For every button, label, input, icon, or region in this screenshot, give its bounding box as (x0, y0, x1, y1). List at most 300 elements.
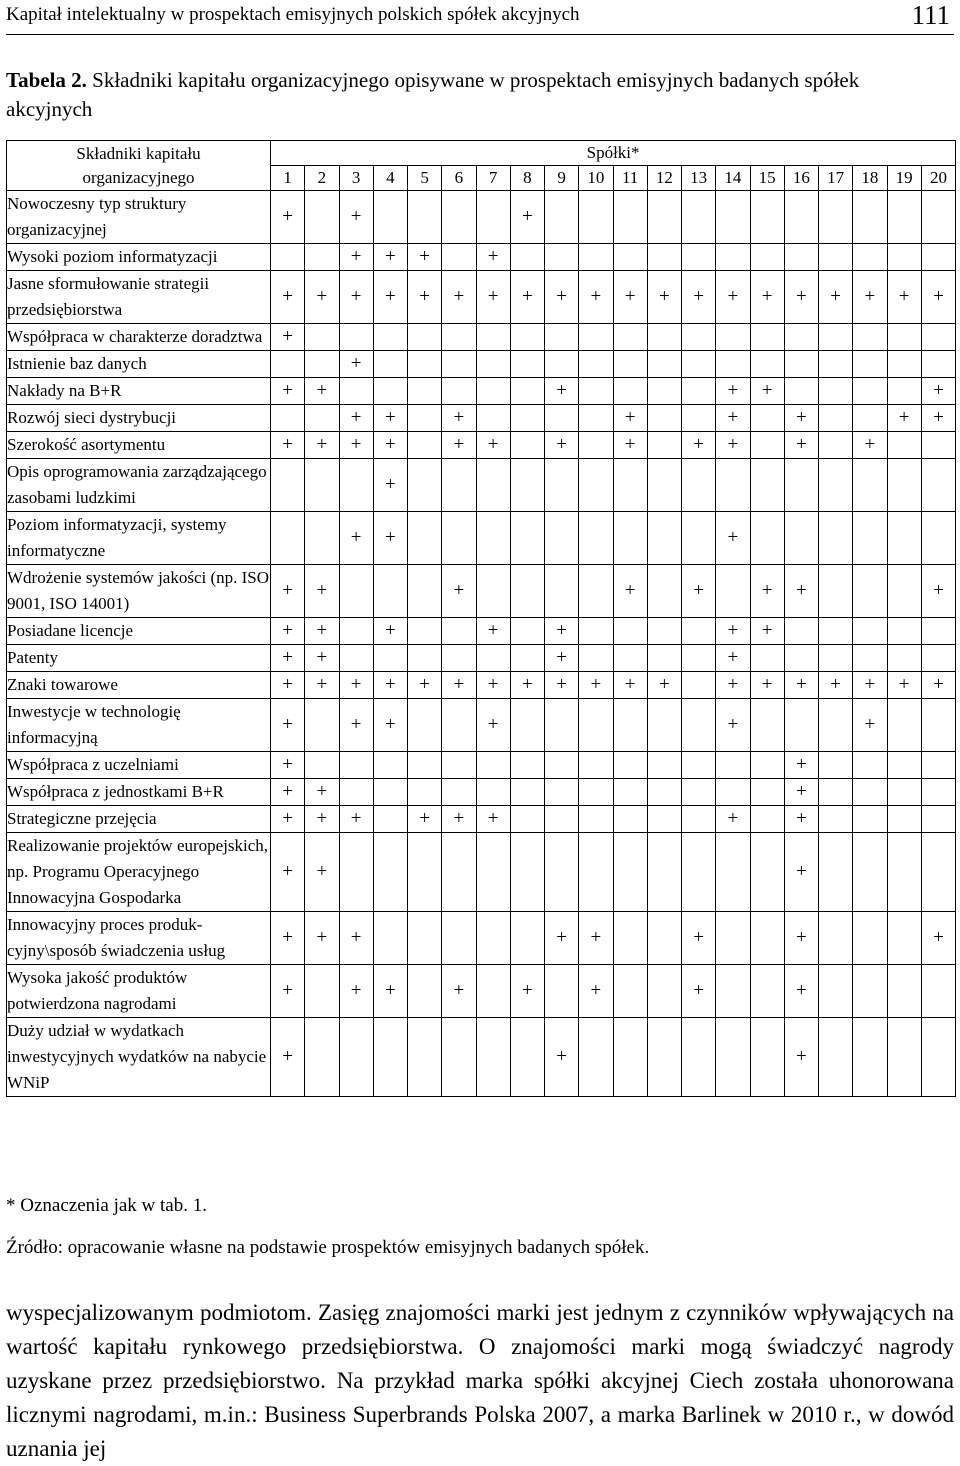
empty-cell (819, 324, 853, 351)
plus-mark: + (305, 645, 339, 672)
empty-cell (442, 1018, 476, 1097)
plus-mark: + (784, 752, 818, 779)
empty-cell (476, 779, 510, 806)
source-note: Źródło: opracowanie własne na podstawie prospektów emisyjnych badanych spółek. (6, 1237, 650, 1258)
row-label: Opis oprogramowania zarządzającego zasobami ludzkimi (7, 459, 271, 512)
empty-cell (579, 459, 613, 512)
empty-cell (510, 459, 544, 512)
empty-cell (682, 833, 716, 912)
empty-cell (819, 752, 853, 779)
company-column-header: 11 (613, 166, 647, 191)
empty-cell (408, 565, 442, 618)
empty-cell (305, 699, 339, 752)
plus-mark: + (373, 699, 407, 752)
table-row (7, 752, 956, 779)
empty-cell (408, 191, 442, 244)
plus-mark: + (784, 565, 818, 618)
empty-cell (921, 459, 955, 512)
row-label: Nowoczesny typ struktury organizacyjnej (7, 191, 271, 244)
empty-cell (305, 351, 339, 378)
row-label: Posiadane licencje (7, 618, 271, 645)
empty-cell (716, 351, 750, 378)
empty-cell (442, 752, 476, 779)
plus-mark: + (579, 965, 613, 1018)
empty-cell (339, 618, 373, 645)
row-label: Strategiczne przejęcia (7, 806, 271, 833)
empty-cell (682, 244, 716, 271)
empty-cell (476, 752, 510, 779)
plus-mark: + (510, 271, 544, 324)
empty-cell (579, 833, 613, 912)
empty-cell (545, 806, 579, 833)
company-column-header: 19 (887, 166, 921, 191)
plus-mark: + (271, 1018, 305, 1097)
empty-cell (305, 752, 339, 779)
company-column-header: 15 (750, 166, 784, 191)
empty-cell (921, 752, 955, 779)
empty-cell (647, 432, 681, 459)
row-label: Współpraca z uczelniami (7, 752, 271, 779)
plus-mark: + (921, 912, 955, 965)
empty-cell (305, 512, 339, 565)
plus-mark: + (305, 432, 339, 459)
empty-cell (921, 699, 955, 752)
plus-mark: + (819, 271, 853, 324)
empty-cell (339, 645, 373, 672)
company-column-header: 13 (682, 166, 716, 191)
empty-cell (887, 378, 921, 405)
empty-cell (408, 351, 442, 378)
empty-cell (647, 779, 681, 806)
empty-cell (373, 1018, 407, 1097)
empty-cell (887, 432, 921, 459)
table-row (7, 459, 956, 512)
empty-cell (545, 965, 579, 1018)
empty-cell (579, 752, 613, 779)
plus-mark: + (682, 432, 716, 459)
plus-mark: + (271, 645, 305, 672)
empty-cell (442, 324, 476, 351)
empty-cell (510, 645, 544, 672)
empty-cell (819, 965, 853, 1018)
empty-cell (613, 191, 647, 244)
empty-cell (819, 351, 853, 378)
empty-cell (921, 432, 955, 459)
plus-mark: + (271, 432, 305, 459)
plus-mark: + (373, 432, 407, 459)
empty-cell (579, 806, 613, 833)
empty-cell (750, 833, 784, 912)
company-column-header: 14 (716, 166, 750, 191)
empty-cell (305, 191, 339, 244)
empty-cell (921, 965, 955, 1018)
plus-mark: + (510, 672, 544, 699)
empty-cell (750, 432, 784, 459)
plus-mark: + (476, 432, 510, 459)
plus-mark: + (373, 459, 407, 512)
empty-cell (647, 191, 681, 244)
empty-cell (579, 699, 613, 752)
row-label: Nakłady na B+R (7, 378, 271, 405)
empty-cell (613, 324, 647, 351)
empty-cell (682, 1018, 716, 1097)
empty-cell (271, 351, 305, 378)
empty-cell (305, 324, 339, 351)
empty-cell (784, 699, 818, 752)
empty-cell (510, 1018, 544, 1097)
empty-cell (305, 244, 339, 271)
empty-cell (647, 244, 681, 271)
plus-mark: + (476, 618, 510, 645)
empty-cell (339, 459, 373, 512)
company-column-header: 8 (510, 166, 544, 191)
empty-cell (784, 191, 818, 244)
plus-mark: + (784, 965, 818, 1018)
empty-cell (853, 351, 887, 378)
empty-cell (750, 806, 784, 833)
empty-cell (305, 1018, 339, 1097)
empty-cell (510, 512, 544, 565)
empty-cell (408, 378, 442, 405)
plus-mark: + (271, 965, 305, 1018)
plus-mark: + (921, 565, 955, 618)
plus-mark: + (545, 1018, 579, 1097)
empty-cell (305, 965, 339, 1018)
empty-cell (613, 645, 647, 672)
plus-mark: + (442, 672, 476, 699)
plus-mark: + (305, 672, 339, 699)
plus-mark: + (339, 699, 373, 752)
empty-cell (442, 779, 476, 806)
plus-mark: + (613, 565, 647, 618)
empty-cell (271, 512, 305, 565)
empty-cell (510, 779, 544, 806)
empty-cell (819, 512, 853, 565)
plus-mark: + (339, 191, 373, 244)
plus-mark: + (442, 565, 476, 618)
empty-cell (408, 459, 442, 512)
plus-mark: + (339, 912, 373, 965)
empty-cell (887, 565, 921, 618)
plus-mark: + (819, 672, 853, 699)
empty-cell (887, 806, 921, 833)
plus-mark: + (271, 912, 305, 965)
row-label: Inwestycje w technologię informacyjną (7, 699, 271, 752)
empty-cell (750, 965, 784, 1018)
row-label: Poziom informatyzacji, systemy informatyczne (7, 512, 271, 565)
plus-mark: + (339, 806, 373, 833)
empty-cell (682, 512, 716, 565)
empty-cell (579, 244, 613, 271)
company-column-header: 18 (853, 166, 887, 191)
row-label: Współpraca z jednostkami B+R (7, 779, 271, 806)
row-label: Szerokość asortymentu (7, 432, 271, 459)
empty-cell (613, 806, 647, 833)
plus-mark: + (784, 912, 818, 965)
empty-cell (579, 779, 613, 806)
empty-cell (408, 699, 442, 752)
plus-mark: + (716, 432, 750, 459)
plus-mark: + (305, 779, 339, 806)
empty-cell (819, 378, 853, 405)
plus-mark: + (784, 271, 818, 324)
empty-cell (408, 618, 442, 645)
empty-cell (647, 512, 681, 565)
empty-cell (373, 324, 407, 351)
plus-mark: + (682, 271, 716, 324)
empty-cell (476, 191, 510, 244)
label-column-header-line1: Składniki kapitału (76, 143, 201, 163)
empty-cell (819, 645, 853, 672)
plus-mark: + (887, 672, 921, 699)
empty-cell (716, 833, 750, 912)
plus-mark: + (784, 779, 818, 806)
empty-cell (887, 191, 921, 244)
empty-cell (921, 512, 955, 565)
plus-mark: + (373, 672, 407, 699)
empty-cell (921, 645, 955, 672)
empty-cell (476, 351, 510, 378)
plus-mark: + (716, 271, 750, 324)
plus-mark: + (442, 965, 476, 1018)
running-head-title: Kapitał intelektualny w prospektach emisyjnych polskich spółek akcyjnych (6, 4, 580, 25)
empty-cell (853, 565, 887, 618)
plus-mark: + (305, 912, 339, 965)
empty-cell (750, 645, 784, 672)
empty-cell (373, 806, 407, 833)
empty-cell (408, 912, 442, 965)
empty-cell (510, 752, 544, 779)
plus-mark: + (271, 565, 305, 618)
empty-cell (921, 191, 955, 244)
empty-cell (819, 565, 853, 618)
table-caption (6, 66, 906, 124)
empty-cell (853, 965, 887, 1018)
table-row (7, 833, 956, 912)
row-label: Wysoki poziom informatyzacji (7, 244, 271, 271)
table-row (7, 672, 956, 699)
empty-cell (545, 459, 579, 512)
empty-cell (442, 912, 476, 965)
empty-cell (545, 244, 579, 271)
companies-group-header: Spółki* (271, 141, 956, 166)
empty-cell (819, 191, 853, 244)
row-label: Patenty (7, 645, 271, 672)
empty-cell (750, 191, 784, 244)
plus-mark: + (750, 672, 784, 699)
empty-cell (887, 699, 921, 752)
empty-cell (442, 191, 476, 244)
empty-cell (716, 244, 750, 271)
empty-cell (784, 618, 818, 645)
empty-cell (545, 191, 579, 244)
plus-mark: + (682, 965, 716, 1018)
empty-cell (750, 752, 784, 779)
label-column-header (7, 141, 271, 191)
plus-mark: + (613, 405, 647, 432)
empty-cell (784, 645, 818, 672)
company-column-header: 12 (647, 166, 681, 191)
empty-cell (887, 512, 921, 565)
empty-cell (716, 191, 750, 244)
empty-cell (853, 618, 887, 645)
empty-cell (579, 618, 613, 645)
plus-mark: + (271, 271, 305, 324)
empty-cell (476, 912, 510, 965)
plus-mark: + (579, 672, 613, 699)
plus-mark: + (784, 833, 818, 912)
plus-mark: + (373, 244, 407, 271)
empty-cell (647, 618, 681, 645)
empty-cell (408, 645, 442, 672)
plus-mark: + (339, 351, 373, 378)
empty-cell (853, 324, 887, 351)
plus-mark: + (545, 912, 579, 965)
empty-cell (476, 378, 510, 405)
empty-cell (305, 405, 339, 432)
empty-cell (373, 565, 407, 618)
empty-cell (408, 405, 442, 432)
empty-cell (408, 833, 442, 912)
empty-cell (613, 699, 647, 752)
empty-cell (887, 244, 921, 271)
empty-cell (853, 912, 887, 965)
empty-cell (476, 645, 510, 672)
empty-cell (887, 833, 921, 912)
empty-cell (647, 912, 681, 965)
empty-cell (647, 351, 681, 378)
empty-cell (750, 1018, 784, 1097)
plus-mark: + (305, 271, 339, 324)
plus-mark: + (716, 672, 750, 699)
plus-mark: + (750, 565, 784, 618)
plus-mark: + (408, 244, 442, 271)
table-row (7, 618, 956, 645)
empty-cell (682, 806, 716, 833)
plus-mark: + (339, 512, 373, 565)
empty-cell (647, 645, 681, 672)
empty-cell (853, 645, 887, 672)
empty-cell (853, 1018, 887, 1097)
plus-mark: + (716, 645, 750, 672)
empty-cell (476, 965, 510, 1018)
table-row (7, 645, 956, 672)
plus-mark: + (271, 752, 305, 779)
empty-cell (819, 432, 853, 459)
row-label: Wysoka jakość produktów potwierdzona nagrodami (7, 965, 271, 1018)
table-row (7, 699, 956, 752)
empty-cell (613, 512, 647, 565)
plus-mark: + (373, 405, 407, 432)
empty-cell (819, 699, 853, 752)
empty-cell (647, 324, 681, 351)
plus-mark: + (305, 565, 339, 618)
empty-cell (579, 324, 613, 351)
plus-mark: + (921, 405, 955, 432)
empty-cell (510, 351, 544, 378)
empty-cell (545, 699, 579, 752)
plus-mark: + (921, 672, 955, 699)
empty-cell (647, 806, 681, 833)
empty-cell (750, 351, 784, 378)
plus-mark: + (545, 432, 579, 459)
empty-cell (510, 618, 544, 645)
empty-cell (408, 512, 442, 565)
plus-mark: + (545, 645, 579, 672)
plus-mark: + (647, 271, 681, 324)
empty-cell (682, 405, 716, 432)
empty-cell (853, 459, 887, 512)
plus-mark: + (921, 271, 955, 324)
empty-cell (476, 1018, 510, 1097)
empty-cell (921, 806, 955, 833)
plus-mark: + (476, 699, 510, 752)
empty-cell (408, 324, 442, 351)
company-column-header: 17 (819, 166, 853, 191)
empty-cell (853, 191, 887, 244)
empty-cell (339, 833, 373, 912)
empty-cell (579, 645, 613, 672)
empty-cell (647, 965, 681, 1018)
plus-mark: + (716, 699, 750, 752)
empty-cell (442, 699, 476, 752)
empty-cell (682, 378, 716, 405)
empty-cell (819, 833, 853, 912)
label-column-header-line2: organizacyjnego (82, 167, 195, 187)
empty-cell (373, 833, 407, 912)
empty-cell (613, 618, 647, 645)
table-row (7, 191, 956, 244)
row-label: Duży udział w wydatkach inwestycyjnych wydatków na nabycie WNiP (7, 1018, 271, 1097)
empty-cell (887, 912, 921, 965)
plus-mark: + (613, 271, 647, 324)
empty-cell (579, 351, 613, 378)
empty-cell (339, 779, 373, 806)
empty-cell (408, 1018, 442, 1097)
empty-cell (819, 244, 853, 271)
empty-cell (819, 459, 853, 512)
empty-cell (442, 618, 476, 645)
empty-cell (613, 833, 647, 912)
empty-cell (921, 244, 955, 271)
empty-cell (510, 912, 544, 965)
plus-mark: + (784, 806, 818, 833)
empty-cell (716, 779, 750, 806)
page-number: 111 (911, 0, 950, 30)
plus-mark: + (442, 432, 476, 459)
empty-cell (647, 459, 681, 512)
empty-cell (442, 378, 476, 405)
empty-cell (682, 672, 716, 699)
empty-cell (442, 244, 476, 271)
plus-mark: + (339, 672, 373, 699)
row-label: Współpraca w charakterze doradztwa (7, 324, 271, 351)
empty-cell (853, 512, 887, 565)
table-row (7, 806, 956, 833)
empty-cell (887, 324, 921, 351)
company-column-header: 20 (921, 166, 955, 191)
plus-mark: + (545, 271, 579, 324)
empty-cell (784, 512, 818, 565)
empty-cell (510, 405, 544, 432)
plus-mark: + (271, 699, 305, 752)
row-label: Rozwój sieci dystrybucji (7, 405, 271, 432)
empty-cell (579, 405, 613, 432)
plus-mark: + (784, 1018, 818, 1097)
empty-cell (682, 645, 716, 672)
empty-cell (613, 244, 647, 271)
row-label: Istnienie baz danych (7, 351, 271, 378)
